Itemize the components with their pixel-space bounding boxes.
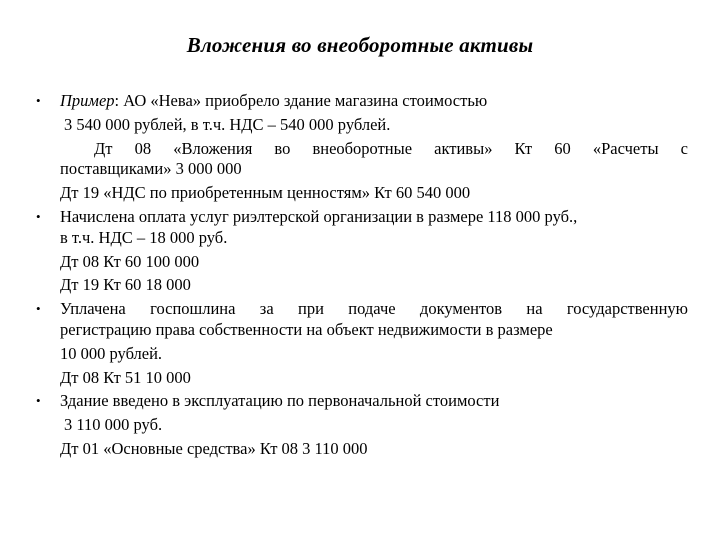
- entry-dt08-kt60-fee: Дт 08 Кт 60 100 000: [60, 251, 200, 271]
- bullet-item-commissioning: [36, 389, 688, 460]
- example-amount-line: 3 540 000 рублей, в т.ч. НДС – 540 000 рублей.: [64, 114, 391, 134]
- entry-dt19-kt60-fee: Дт 19 Кт 60 18 000: [60, 275, 191, 295]
- slide-body: [36, 89, 688, 461]
- bullet-icon: •: [36, 208, 41, 224]
- state-duty-text-line2: регистрацию права собственности на объект недвижимости в размере: [60, 319, 553, 339]
- bullet-item-state-duty: [36, 297, 688, 389]
- commissioning-text-line1: Здание введено в эксплуатацию по первоначальной стоимости: [60, 391, 500, 411]
- entry-dt08-kt51: Дт 08 Кт 51 10 000: [60, 367, 191, 387]
- example-intro-line: [60, 89, 688, 113]
- state-duty-text-line1: Уплачена госпошлина за при подаче документов на государственную: [60, 299, 688, 319]
- bullet-icon: •: [36, 393, 41, 409]
- slide-title: Вложения во внеоборотные активы: [186, 33, 534, 57]
- commissioning-text-line2: 3 110 000 руб.: [64, 415, 163, 435]
- entry-dt08-kt60-line2: поставщиками» 3 000 000: [60, 159, 242, 179]
- entry-dt01-kt08: Дт 01 «Основные средства» Кт 08 3 110 000: [60, 438, 368, 458]
- bullet-icon: •: [36, 301, 41, 317]
- entry-dt08-kt60-line1: Дт 08 «Вложения во внеоборотные активы» Кт 60 «Расчеты с: [94, 138, 688, 158]
- bullet-item-example: [36, 89, 688, 205]
- realtor-fee-text-line2: в т.ч. НДС – 18 000 руб.: [60, 227, 228, 247]
- bullet-icon: •: [36, 93, 41, 108]
- realtor-fee-text-line1: Начислена оплата услуг риэлтерской организации в размере 118 000 руб.,: [60, 206, 578, 226]
- example-label: Пример: [60, 91, 115, 110]
- example-intro-text: : АО «Нева» приобрело здание магазина стоимостью: [114, 91, 488, 110]
- state-duty-text-line3: 10 000 рублей.: [60, 343, 163, 363]
- bullet-item-realtor-fee: [36, 205, 688, 297]
- entry-dt19-kt60: Дт 19 «НДС по приобретенным ценностям» Кт 60 540 000: [60, 183, 471, 203]
